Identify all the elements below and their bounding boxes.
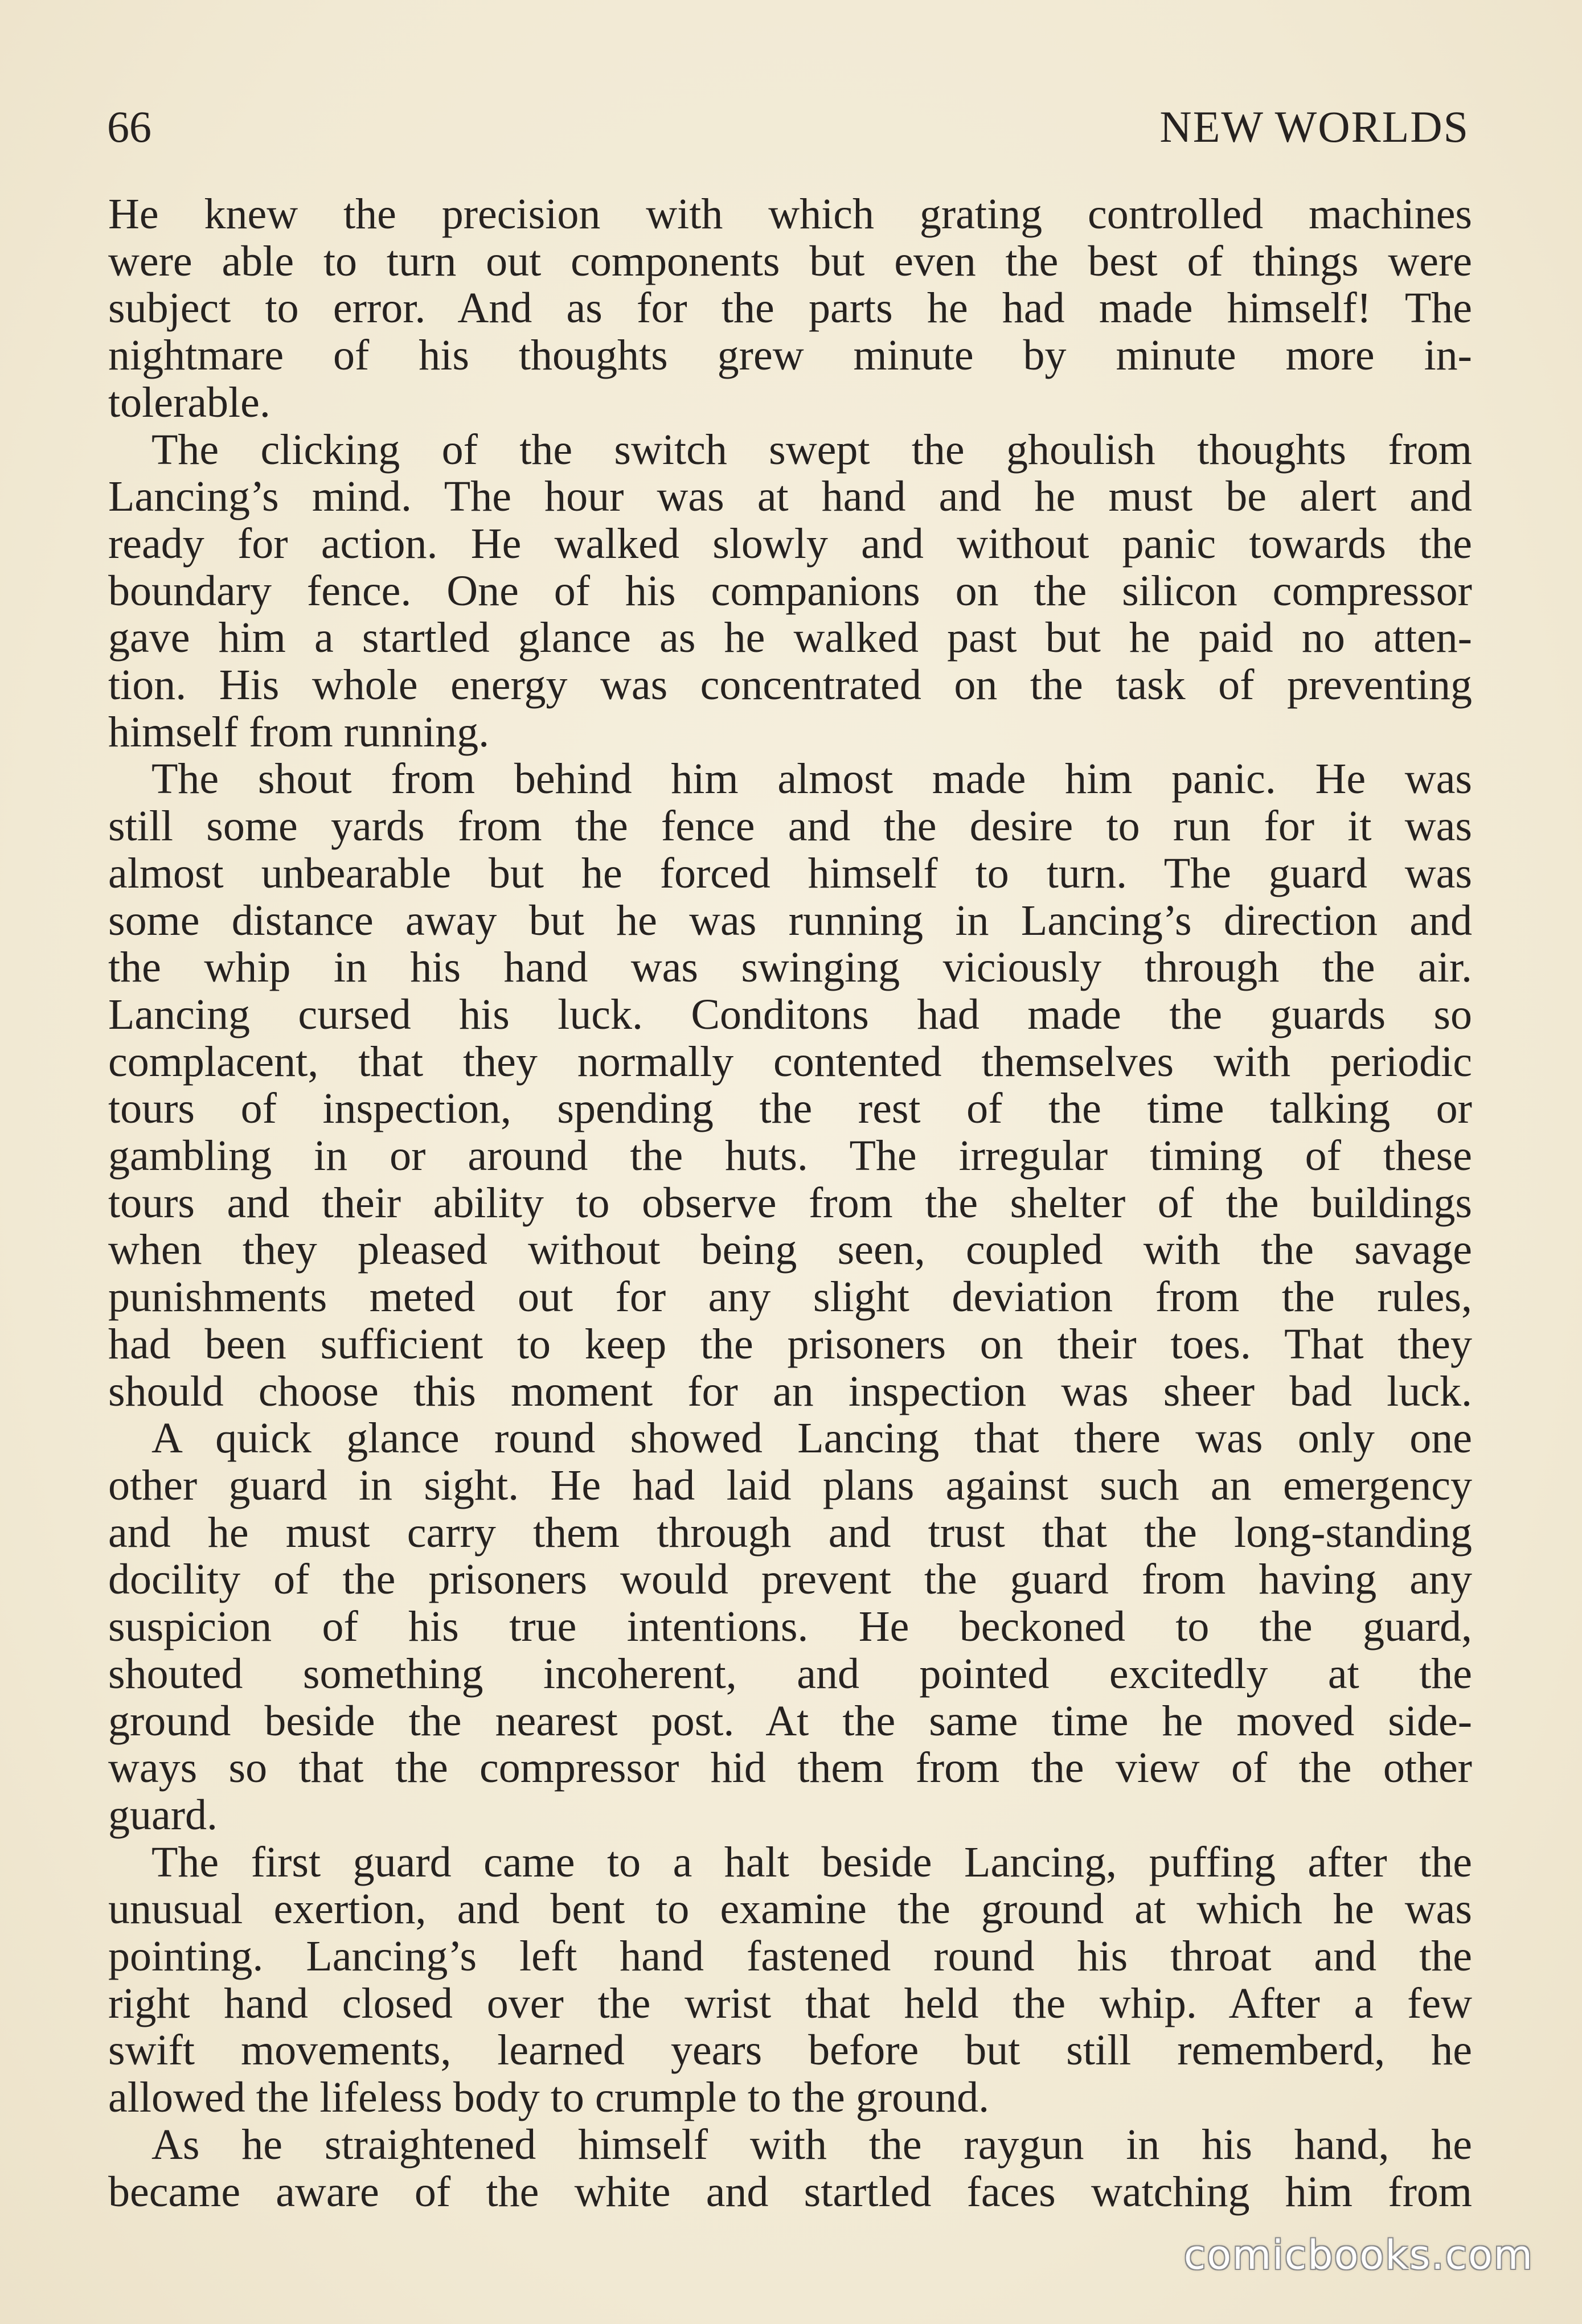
running-head: NEW WORLDS	[1159, 102, 1469, 151]
text-line: tolerable.	[108, 378, 271, 426]
text-line: He knew the precision with which grating controlled machines	[108, 190, 1472, 238]
text-line: The clicking of the switch swept the ghoulish thoughts from	[151, 425, 1472, 474]
text-line: The shout from behind him almost made him panic. He was	[151, 755, 1472, 803]
text-line: suspicion of his true intentions. He beckoned to the guard,	[108, 1603, 1472, 1651]
paragraph	[108, 755, 1472, 1415]
text-line: right hand closed over the wrist that held the whip. After a few	[108, 1979, 1472, 2027]
text-line: the whip in his hand was swinging viciously through the air.	[108, 943, 1472, 992]
text-line: nightmare of his thoughts grew minute by minute more in-	[108, 331, 1472, 380]
page-number: 66	[107, 102, 151, 151]
text-line: tion. His whole energy was concentrated on the task of preventing	[108, 661, 1472, 709]
text-line: gambling in or around the huts. The irregular timing of these	[108, 1132, 1472, 1180]
text-line: docility of the prisoners would prevent the guard from having any	[108, 1555, 1472, 1604]
text-line: himself from running.	[108, 708, 490, 756]
text-line: subject to error. And as for the parts he had made himself! The	[108, 284, 1472, 332]
paragraph	[108, 191, 1472, 426]
text-line: other guard in sight. He had laid plans against such an emergency	[108, 1461, 1472, 1509]
text-line: Lancing cursed his luck. Conditons had made the guards so	[108, 990, 1472, 1038]
text-line: As he straightened himself with the raygun in his hand, he	[151, 2120, 1472, 2169]
text-line: A quick glance round showed Lancing that there was only one	[151, 1414, 1472, 1463]
text-line: shouted something incoherent, and pointed excitedly at the	[108, 1649, 1472, 1698]
text-line: ground beside the nearest post. At the same time he moved side-	[108, 1697, 1472, 1745]
text-line: gave him a startled glance as he walked past but he paid no atten-	[108, 614, 1472, 662]
text-line: punishments meted out for any slight deviation from the rules,	[108, 1273, 1472, 1321]
text-line: boundary fence. One of his companions on the silicon compressor	[108, 566, 1472, 615]
paragraph	[108, 2121, 1472, 2215]
text-line: guard.	[108, 1791, 218, 1839]
text-line: ways so that the compressor hid them from the view of the other	[108, 1744, 1472, 1792]
text-line: some distance away but he was running in Lancing’s direction and	[108, 896, 1472, 945]
text-line: unusual exertion, and bent to examine the ground at which he was	[108, 1885, 1472, 1933]
text-line: still some yards from the fence and the desire to run for it was	[108, 802, 1472, 851]
text-line: became aware of the white and startled faces watching him from	[108, 2167, 1472, 2216]
text-line: should choose this moment for an inspection was sheer bad luck.	[108, 1367, 1472, 1415]
text-line: tours of inspection, spending the rest of the time talking or	[108, 1085, 1472, 1133]
paragraph	[108, 1415, 1472, 1838]
text-line: and he must carry them through and trust that the long-standing	[108, 1508, 1472, 1557]
text-line: ready for action. He walked slowly and without panic towards the	[108, 519, 1472, 568]
text-line: were able to turn out components but even the best of things were	[108, 237, 1472, 285]
text-line: complacent, that they normally contented themselves with periodic	[108, 1037, 1472, 1086]
text-line: swift movements, learned years before but still rememberd, he	[108, 2026, 1472, 2075]
text-line: almost unbearable but he forced himself to turn. The guard was	[108, 849, 1472, 897]
page-header	[107, 96, 1469, 158]
text-line: had been sufficient to keep the prisoners on their toes. That they	[108, 1320, 1472, 1368]
text-line: The first guard came to a halt beside Lancing, puffing after the	[151, 1838, 1472, 1886]
paragraph	[108, 1839, 1472, 2121]
text-line: tours and their ability to observe from the shelter of the buildings	[108, 1179, 1472, 1227]
body-text	[108, 191, 1472, 2215]
paragraph	[108, 426, 1472, 756]
text-line: allowed the lifeless body to crumple to the ground.	[108, 2073, 990, 2122]
watermark: comicbooks.com	[1183, 2232, 1534, 2278]
text-line: pointing. Lancing’s left hand fastened round his throat and the	[108, 1932, 1472, 1981]
text-line: when they pleased without being seen, coupled with the savage	[108, 1226, 1472, 1274]
text-line: Lancing’s mind. The hour was at hand and he must be alert and	[108, 473, 1472, 521]
